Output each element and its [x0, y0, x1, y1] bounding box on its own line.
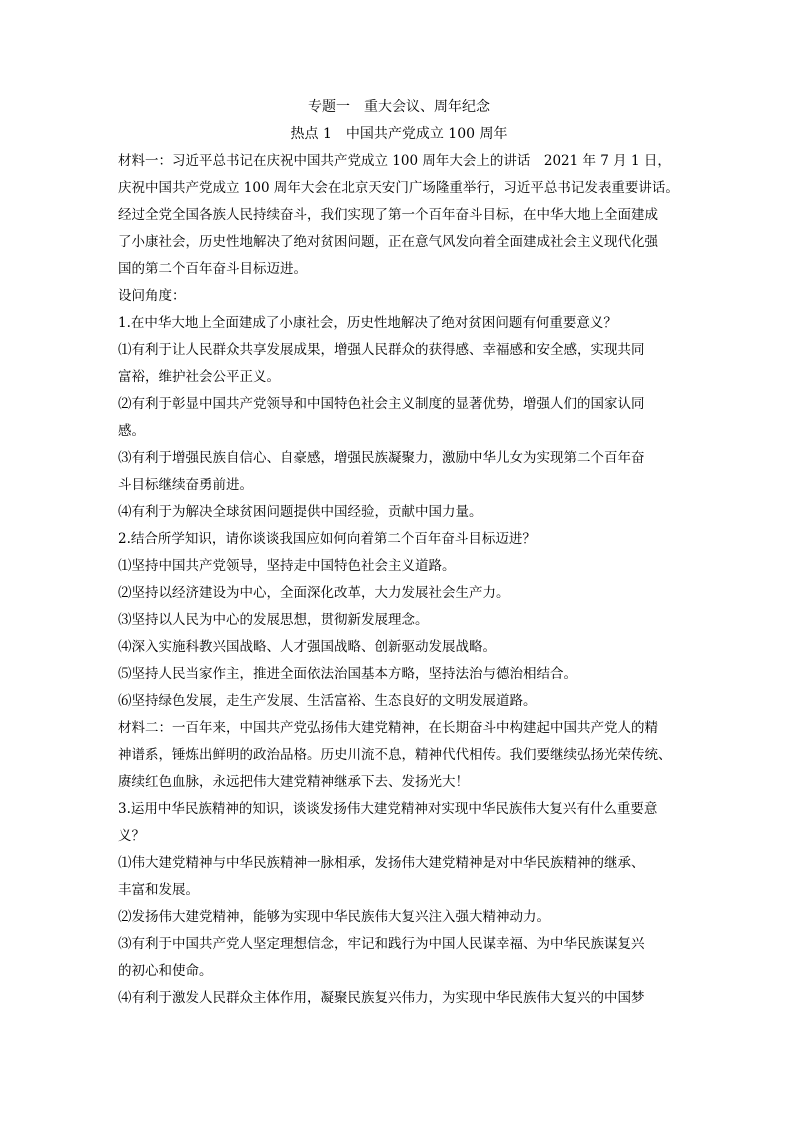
- question-two: [118, 526, 680, 715]
- material-one-line: 国的第二个百年奋斗目标迈进。: [118, 261, 307, 277]
- answer-line: ⑴坚持中国共产党领导，坚持走中国特色社会主义道路。: [118, 558, 456, 574]
- material-one-line: 材料一：习近平总书记在庆祝中国共产党成立 100 周年大会上的讲话 2021 年 7 月 1 日，: [118, 153, 671, 169]
- answer-line: 斗目标继续奋勇前进。: [118, 477, 253, 493]
- topic-title: 专题一 重大会议、周年纪念: [308, 99, 490, 115]
- answer-line: ⑶有利于中国共产党人坚定理想信念，牢记和践行为中国人民谋幸福、为中华民族谋复兴: [118, 936, 645, 952]
- material-two: [118, 715, 680, 796]
- question-three-text: 义？: [118, 828, 145, 844]
- answer-line: ⑵发扬伟大建党精神，能够为实现中华民族伟大复兴注入强大精神动力。: [118, 909, 550, 925]
- material-two-line: 神谱系，锤炼出鲜明的政治品格。历史川流不息，精神代代相传。我们要继续弘扬光荣传统、: [118, 747, 672, 763]
- material-one-line: 经过全党全国各族人民持续奋斗，我们实现了第一个百年奋斗目标，在中华大地上全面建成: [118, 207, 658, 223]
- material-two-line: 材料二：一百年来，中国共产党弘扬伟大建党精神，在长期奋斗中构建起中国共产党人的精: [118, 720, 658, 736]
- answer-line: ⑷有利于为解决全球贫困问题提供中国经验，贡献中国力量。: [118, 504, 483, 520]
- answer-line: 的初心和使命。: [118, 963, 213, 979]
- material-one-line: 庆祝中国共产党成立 100 周年大会在北京天安门广场隆重举行，习近平总书记发表重要讲话。: [118, 180, 679, 196]
- answer-line: ⑵有利于彰显中国共产党领导和中国特色社会主义制度的显著优势，增强人们的国家认同: [118, 396, 645, 412]
- hotspot-title: 热点 1 中国共产党成立 100 周年: [290, 126, 508, 142]
- answer-line: ⑶坚持以人民为中心的发展思想，贯彻新发展理念。: [118, 612, 429, 628]
- answer-line: ⑴有利于让人民群众共享发展成果，增强人民群众的获得感、幸福感和安全感，实现共同: [118, 342, 645, 358]
- question-angle-label: 设问角度：: [118, 288, 186, 304]
- answer-line: ⑵坚持以经济建设为中心，全面深化改革，大力发展社会生产力。: [118, 585, 510, 601]
- answer-line: ⑹坚持绿色发展，走生产发展、生活富裕、生态良好的文明发展道路。: [118, 693, 537, 709]
- question-two-text: 2.结合所学知识，请你谈谈我国应如何向着第二个百年奋斗目标迈进？: [118, 531, 536, 547]
- question-three-text: 3.运用中华民族精神的知识，谈谈发扬伟大建党精神对实现中华民族伟大复兴有什么重要意: [118, 801, 658, 817]
- answer-line: ⑴伟大建党精神与中华民族精神一脉相承，发扬伟大建党精神是对中华民族精神的继承、: [118, 855, 645, 871]
- answer-line: ⑸坚持人民当家作主，推进全面依法治国基本方略，坚持法治与德治相结合。: [118, 666, 577, 682]
- question-one: [118, 310, 680, 526]
- answer-line: 丰富和发展。: [118, 882, 199, 898]
- material-one: [118, 148, 680, 283]
- answer-line: ⑶有利于增强民族自信心、自豪感，增强民族凝聚力，激励中华儿女为实现第二个百年奋: [118, 450, 645, 466]
- answer-line: 感。: [118, 423, 145, 439]
- material-two-line: 赓续红色血脉，永远把伟大建党精神继承下去、发扬光大！: [118, 774, 469, 790]
- question-one-text: 1.在中华大地上全面建成了小康社会，历史性地解决了绝对贫困问题有何重要意义？: [118, 315, 617, 331]
- question-three: [118, 796, 680, 1012]
- answer-line: 富裕，维护社会公平正义。: [118, 369, 280, 385]
- document-page: [118, 94, 680, 1012]
- answer-line: ⑷深入实施科教兴国战略、人才强国战略、创新驱动发展战略。: [118, 639, 496, 655]
- material-one-line: 了小康社会，历史性地解决了绝对贫困问题，正在意气风发向着全面建成社会主义现代化强: [118, 234, 658, 250]
- answer-line: ⑷有利于激发人民群众主体作用，凝聚民族复兴伟力，为实现中华民族伟大复兴的中国梦: [118, 990, 645, 1006]
